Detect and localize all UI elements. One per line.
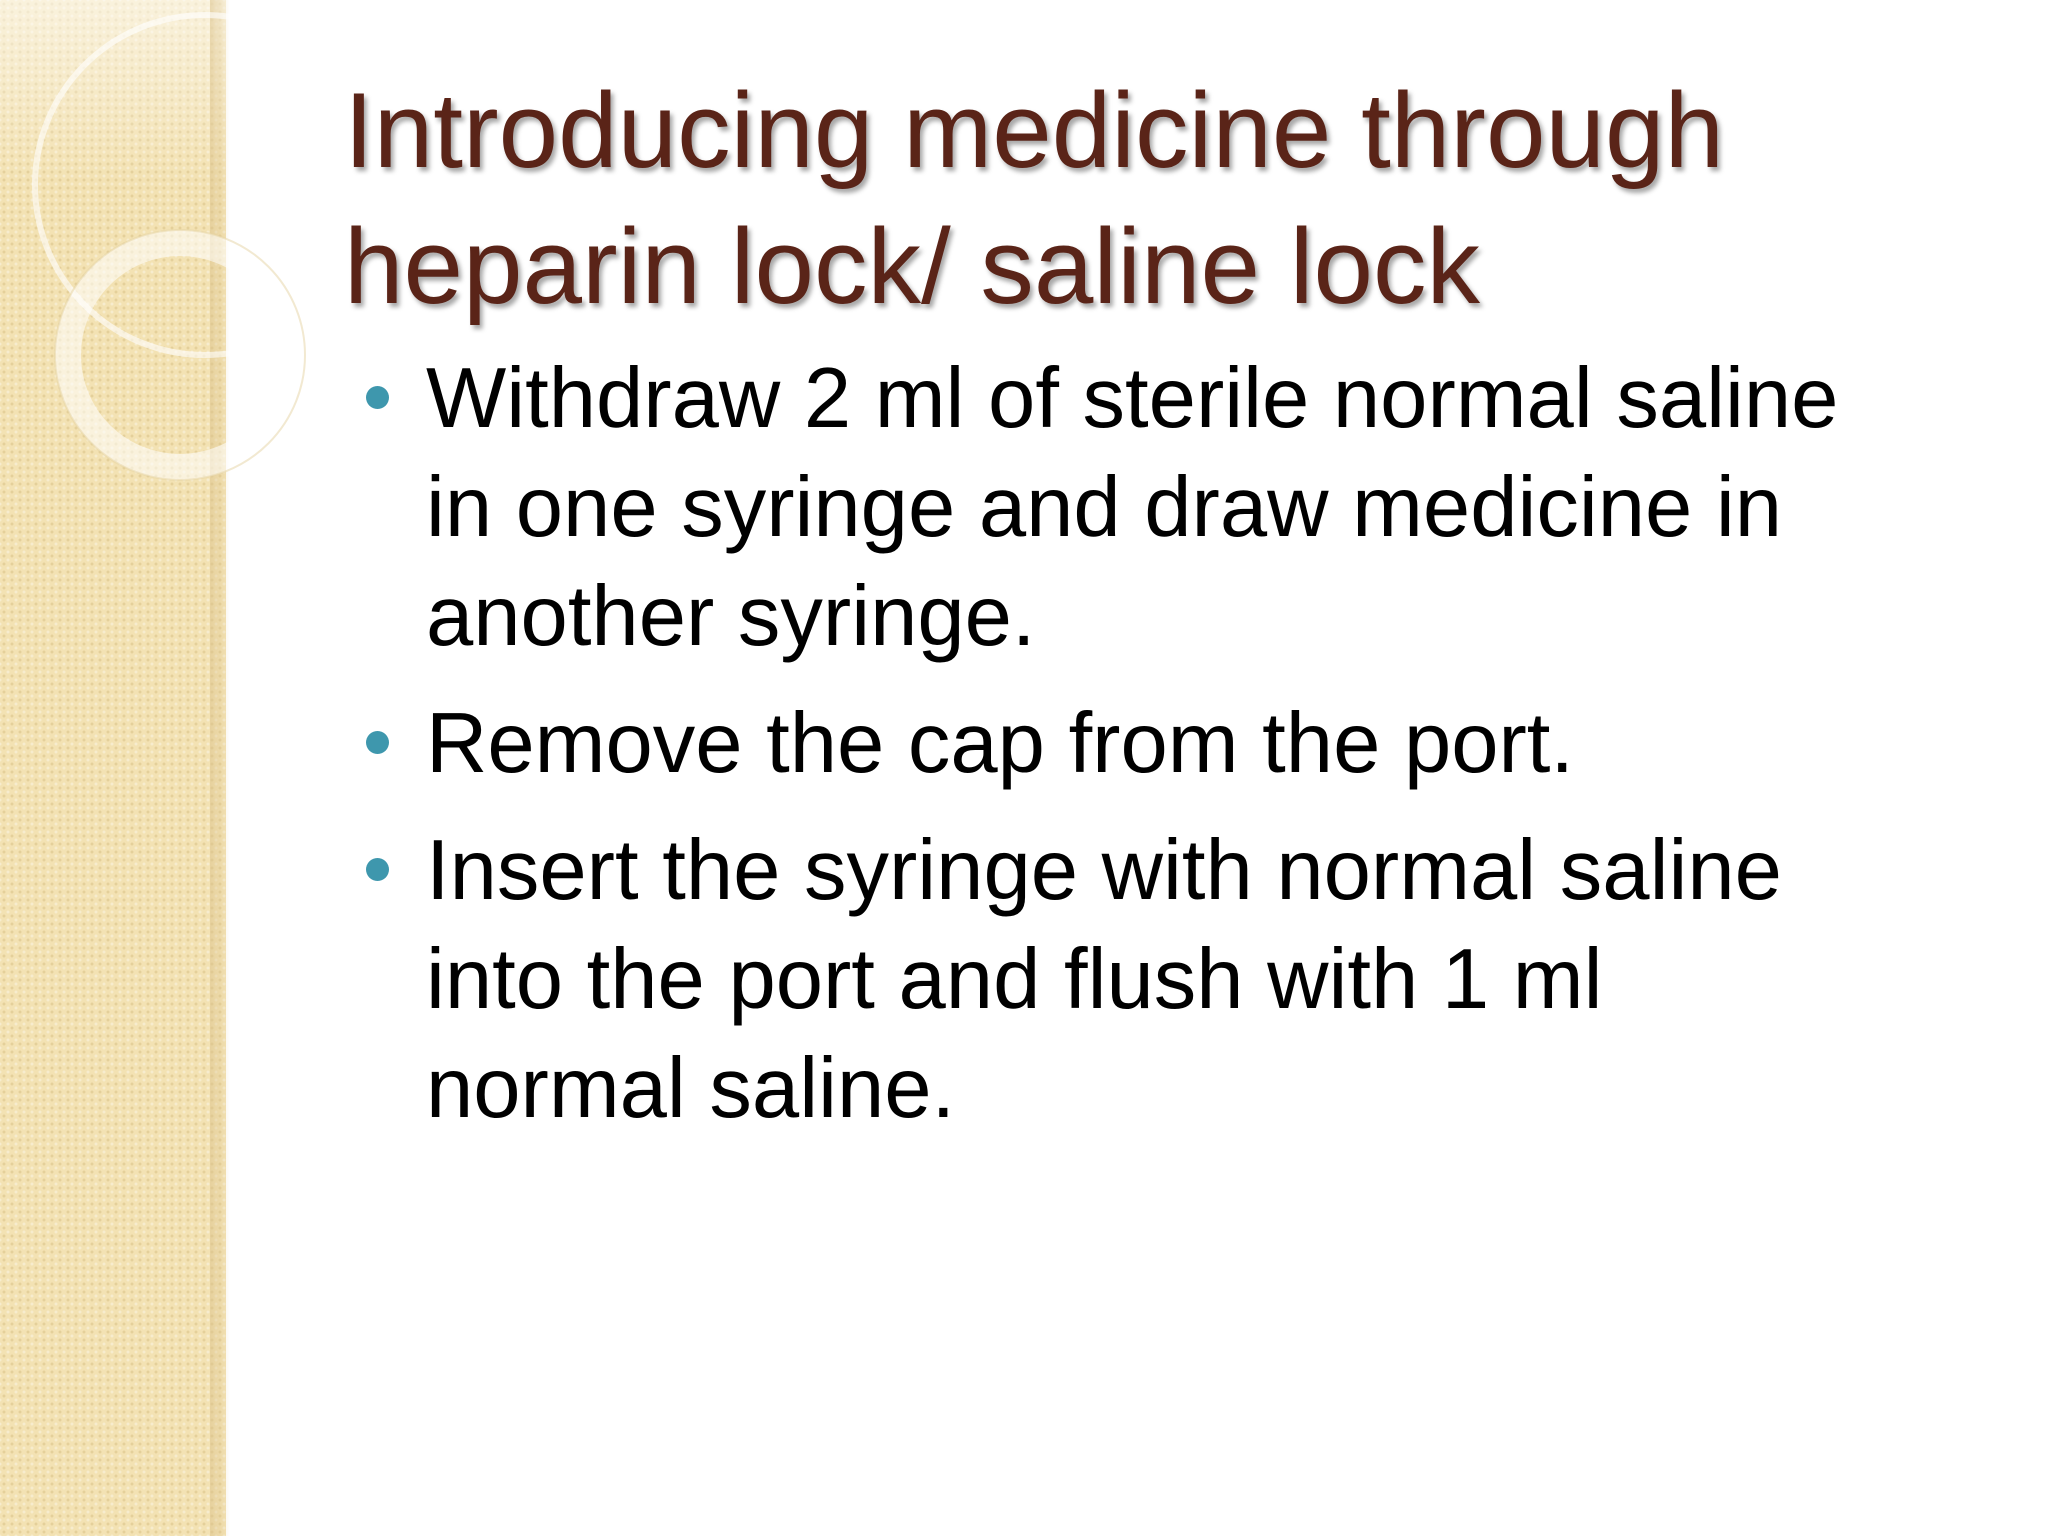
bullet-item-3 [358, 816, 2008, 1143]
bullet-3-line-1: Insert the syringe with normal saline [426, 823, 1782, 918]
bullet-dot-icon [366, 731, 389, 754]
decorative-rings [0, 0, 320, 560]
bullet-3-line-2: into the port and flush with 1 ml [426, 932, 1603, 1027]
slide-title-line-2: heparin lock/ saline lock [344, 206, 1480, 326]
bullet-1-line-2: in one syringe and draw medicine in [426, 460, 1783, 555]
slide-title [344, 62, 1944, 334]
bullet-1-line-3: another syringe. [426, 569, 1036, 664]
bullet-dot-icon [366, 386, 389, 409]
slide-title-line-1: Introducing medicine through [344, 70, 1724, 190]
bullet-2-line-1: Remove the cap from the port. [426, 696, 1575, 791]
bullet-item-1 [358, 344, 2008, 671]
bullet-1-line-1: Withdraw 2 ml of sterile normal saline [426, 351, 1839, 446]
bullet-item-2 [358, 689, 2008, 798]
bullet-3-line-3: normal saline. [426, 1041, 956, 1136]
bullet-dot-icon [366, 858, 389, 881]
bullet-list [358, 344, 2008, 1161]
